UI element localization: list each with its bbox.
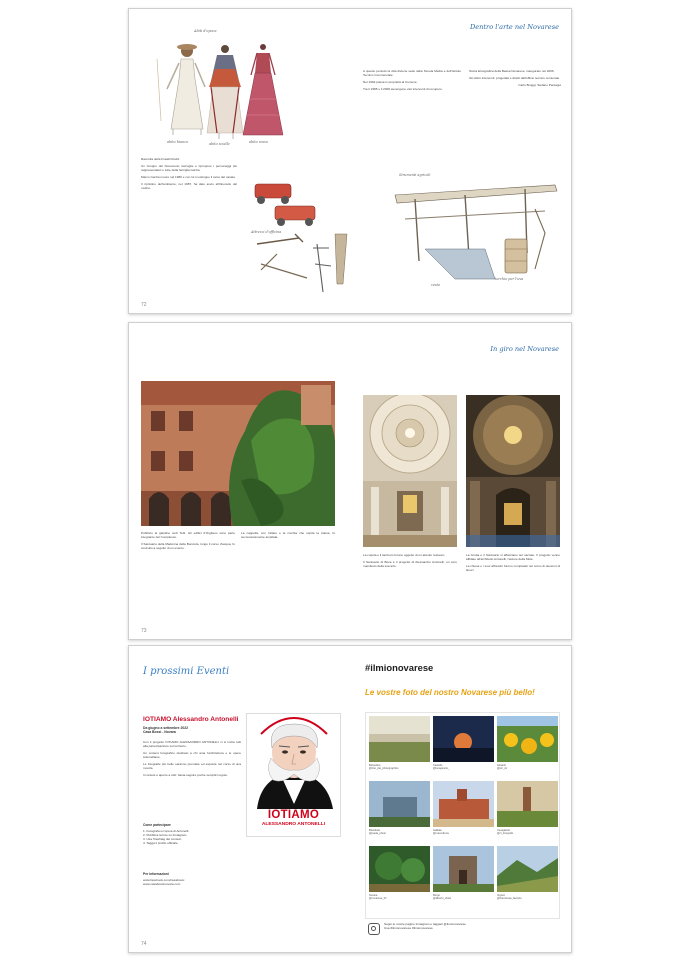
paragraph: Marco Garzia muore nel 1980 e con lui si estingue il ramo del casato. [141, 175, 236, 180]
step-item: 4. Tagga il profilo ufficiale. [143, 841, 179, 845]
church-interior-photo [466, 395, 560, 547]
paragraph: Gli ultimi interventi, progettati e diretti dall'ufficio tecnico comunale. [469, 76, 560, 81]
events-title: I prossimi Eventi [143, 666, 230, 677]
dress-mid-caption: abito scialle [209, 142, 230, 146]
text-column-4 [466, 553, 560, 575]
how-to-steps [143, 829, 241, 845]
text-column-3 [363, 553, 457, 571]
step-item: 3. Usa l'hashtag del contest. [143, 837, 182, 841]
info-link[interactable]: www.facebook.com/casabossi [143, 878, 185, 882]
page-number: 72 [141, 302, 147, 308]
paragraph: Tra il 1985 e il 2000 avvengono vari interventi di recupero. [363, 87, 443, 92]
paragraph: Un contest fotografico dedicato a chi ama l'architettura e le opere antonelliane. [143, 751, 241, 760]
photo-tile[interactable] [369, 781, 430, 827]
page-number: 74 [141, 941, 147, 947]
antonelli-portrait [247, 714, 341, 809]
photo-caption: Belvedere @foto_dai_photographics [369, 764, 399, 771]
photo-caption: Biandrate @paola_photo [369, 829, 386, 836]
paragraph: Le fotografie più belle saranno premiate ed esposte nel corso di una mostra. [143, 762, 241, 771]
dress-left-caption: abito bianco [167, 140, 189, 144]
photo-tile[interactable] [433, 846, 494, 892]
photo-caption: Borgo @alberto_sfotsi [433, 894, 452, 901]
hashtag-title: #ilmionovarese [365, 662, 434, 673]
dresses-caption: Abiti d'epoca [194, 29, 217, 33]
paragraph: La cupola e il tamburo furono oggetto di un attento restauro. [363, 553, 446, 557]
event-dates: Da giugno a settembre 2022 [143, 726, 189, 730]
paragraph: La cappella, con l'altare e la nicchia che ospita la statua, fu successivamente ampliata. [241, 531, 335, 540]
photo-caption: Cavaglietto @ci_fotografo [497, 829, 514, 836]
photo-tile[interactable] [433, 781, 494, 827]
tagline: Le vostre foto del nostro Novarese più bello! [365, 688, 535, 697]
photo-caption: Girasoli @pic_dv [497, 764, 508, 771]
spread-3 [128, 645, 572, 953]
photo-caption: Novara @novarese_07 [369, 894, 387, 901]
paragraph: Il contest è aperto a tutti: basta seguire poche semplici regole. [143, 773, 228, 778]
signature: Carlo Broggi, Stefano Parsagui [518, 83, 561, 88]
photo-tile[interactable] [433, 716, 494, 762]
instagram-icon[interactable] [368, 923, 380, 935]
paragraph: Con il progetto IOTIAMO ALESSANDRO ANTONELLI ci si invita tutti alla partecipazione sul territorio. [143, 740, 241, 749]
event-date [143, 726, 188, 735]
farm-tools-sketch [385, 169, 565, 299]
paragraph: Nel 1962 passa in proprietà al Comune. [363, 80, 418, 85]
text-column-mid [363, 69, 461, 94]
winepress-caption: torchio per l'uva [495, 277, 524, 281]
text-column-left [141, 157, 237, 193]
tools-sketch [247, 174, 359, 304]
photo-caption: Castello @lucagiustoi_ [433, 764, 450, 771]
photo-tile[interactable] [497, 716, 558, 762]
paragraph: La chiesa e i suoi affreschi furono completati nel corso di decenni di lavori. [466, 564, 560, 573]
paragraph: Il Santuario di Boca è il progetto di Alessandro Antonelli, un vero manifesto della sua arte. [363, 560, 457, 569]
event-poster [246, 713, 341, 837]
paragraph: Raccolta della Fratelli Rodiz. [141, 157, 181, 161]
dress-right-caption: abito rosso [249, 140, 268, 144]
photo-tile[interactable] [369, 716, 430, 762]
machinery-caption: Attrezzi d'officina [251, 230, 282, 234]
info-link[interactable]: www.casabossinovara.com [143, 882, 181, 886]
photo-caption: Galliate @marcofrena [433, 829, 449, 836]
paragraph: Un Gruppo del Novecento raccoglie e ripropone i personaggi più rappresentativi e tutte della famiglia Garzia. [141, 164, 237, 173]
building-ivy-photo [141, 381, 335, 526]
basket-caption: cesto [431, 283, 441, 287]
paragraph: Pubblico al giardino vedi Tetti. Gli edifici d'Orgliano sono parte integrante del Complesso. [141, 531, 235, 540]
step-item: 1. Fotografa un'opera di Antonelli. [143, 829, 190, 833]
paragraph: A questo periodo la villa diviene sede della Scuola Media e dell'Istituto Tecnico Commerciale. [363, 69, 461, 78]
page-number: 73 [141, 628, 147, 634]
how-to-title: Come partecipare [143, 823, 171, 827]
section-header: Dentro l'arte nel Novarese [469, 23, 559, 31]
photo-grid [365, 712, 560, 919]
spread-1 [128, 8, 572, 314]
dresses-sketch [149, 29, 289, 149]
section-header: In giro nel Novarese [490, 345, 559, 353]
spread-2 [128, 322, 572, 640]
event-heading: IOTIAMO Alessandro Antonelli [143, 716, 239, 723]
info-lines [143, 878, 184, 886]
text-column-right [469, 69, 561, 90]
paragraph: Storia Etnografica della Bassa Novarese, inaugurato nel 2006. [469, 69, 555, 73]
instagram-note: Segui le nostre pagine Instagram e taggaci @ilmionovarese Usa #ilmionovarese #ilmionovarese [384, 922, 466, 930]
tools-caption: Strumenti agricoli [399, 173, 431, 177]
text-column-2 [241, 531, 335, 542]
photo-caption: Vigneti @franciscaa_favretto [497, 894, 522, 901]
photo-tile[interactable] [369, 846, 430, 892]
poster-subtitle: ALESSANDRO ANTONELLI [261, 822, 326, 827]
event-body [143, 740, 241, 780]
text-column-1 [141, 531, 235, 553]
paragraph: La Grotta e il Santuario si affacciano sul sacrato. Il progetto venne affidato all'architetto Antonelli, l'autore della Mole. [466, 553, 560, 562]
step-item: 2. Pubblica la foto su Instagram. [143, 833, 188, 837]
poster-title: IOTIAMO [267, 809, 320, 821]
info-title: Per informazioni [143, 872, 169, 876]
event-place: Casa Bossi - Novara [143, 730, 176, 735]
photo-tile[interactable] [497, 781, 558, 827]
paragraph: Il Santuario della Madonna della Bocciola, lungo il corso d'acqua, fu costruito a seguito di un evento. [141, 542, 235, 551]
paragraph: Il ripristino dell'ambiente, nel 1987, ha dato avvio all'itinerario del mulino. [141, 182, 237, 191]
photo-tile[interactable] [497, 846, 558, 892]
dome-interior-photo [363, 395, 457, 547]
